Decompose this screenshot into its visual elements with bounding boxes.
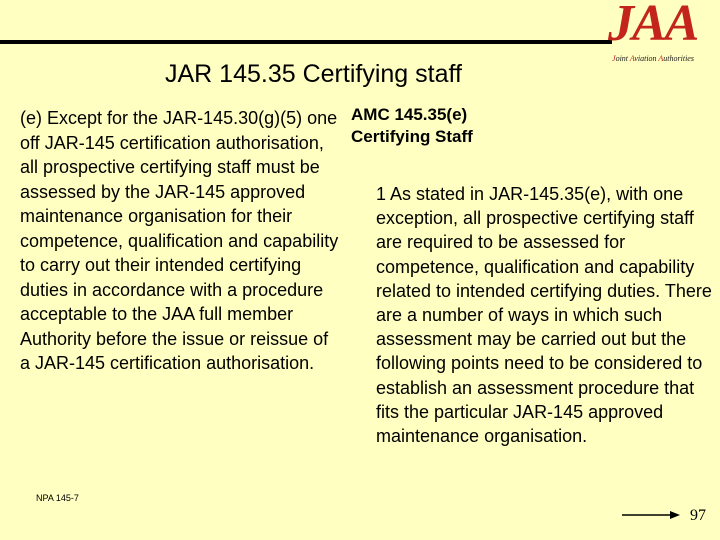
- logo-sub-a2: A: [658, 54, 664, 63]
- right-heading-line1: AMC 145.35(e): [351, 105, 468, 124]
- arrow-right-icon[interactable]: [622, 510, 682, 520]
- right-heading-line2: Certifying Staff: [351, 127, 473, 146]
- logo-sub-j: J: [612, 54, 616, 63]
- logo-sub-part3: uthorities: [663, 54, 694, 63]
- logo-subtitle: [612, 54, 694, 63]
- left-paragraph: (e) Except for the JAR-145.30(g)(5) one off JAR-145 certification authorisation, all prospective certifying staff must be assessed by the JAR-145 approved maintenance organisation for their competence, qualification and capability to carry out their intended certifying duties in accordance with a procedure acceptable to the JAA full member Authority before the issue or reissue of a JAR-145 certification authorisation.: [20, 108, 339, 373]
- page-number: 97: [690, 507, 706, 524]
- logo-sub-a1: A: [629, 54, 635, 63]
- slide-title: JAR 145.35 Certifying staff: [165, 60, 462, 88]
- footer-reference: NPA 145-7: [36, 493, 79, 503]
- logo-letters: JAA: [608, 0, 698, 52]
- jaa-logo-icon: [608, 0, 714, 70]
- right-heading: [351, 104, 473, 148]
- logo-sub-part1: oint: [615, 54, 630, 63]
- logo-sub-part2: viation: [634, 54, 659, 63]
- right-paragraph: 1 As stated in JAR-145.35(e), with one exception, all prospective certifying staff are required to be assessed for competence, qualification and capability related to intended certifying duties. There are a number of ways in which such assessment may be carried out but the following points need to be considered to establish an assessment procedure that fits the particular JAR-145 approved maintenance organisation.: [376, 184, 712, 447]
- top-divider: [0, 40, 612, 44]
